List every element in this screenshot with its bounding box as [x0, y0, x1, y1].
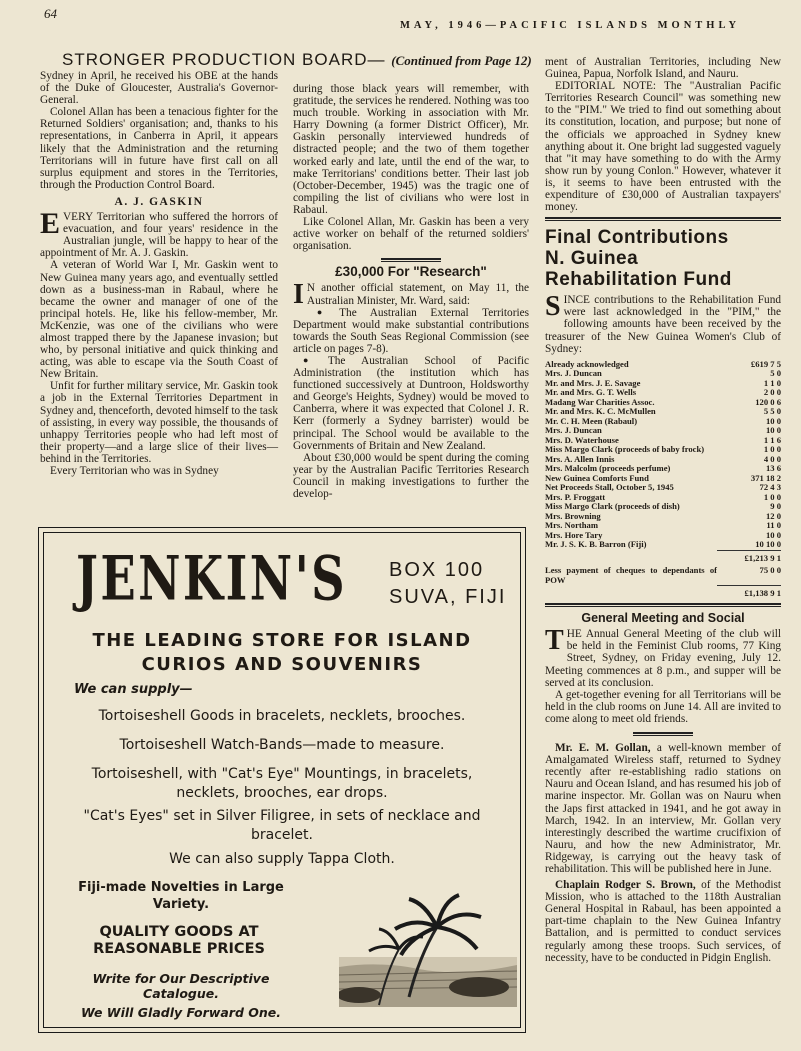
ad-address: [389, 557, 506, 611]
ad-headline: THE LEADING STORE FOR ISLAND CURIOS AND SOUVENIRS: [92, 630, 472, 675]
col2-bullet-paragraph: ● The Australian External Territories Department would make substantial contributions towards the South Seas Regional Commission (see article on pages 7-8).: [293, 307, 529, 355]
divider: [633, 732, 693, 736]
meeting-paragraph: A get-together evening for all Territorians will be held in the club rooms on June 14. All are invited to come along to meet old friends.: [545, 688, 781, 725]
contribution-amount: 10 0: [765, 529, 781, 540]
contribution-amount: 12 0: [765, 510, 781, 521]
ad-write: Write for Our Descriptive Catalogue.: [92, 971, 270, 1001]
fund-intro: SINCE contributions to the Rehabilitation Fund were last acknowledged in the "PIM," the following amounts have been received by the treasurer of the New Guinea Women's Club of Sydney:: [545, 291, 781, 355]
ad-line: "Cat's Eyes" set in Silver Filigree, in sets of necklace and bracelet.: [83, 808, 481, 843]
drop-cap: E: [40, 207, 61, 241]
col1-paragraph: A veteran of World War I, Mr. Gaskin went to New Guinea many years ago, and eventually settled down as a business-man in Rabaul, where he became the owner and manager of one of the principal hotels. He, like his fellow-member, Mr. McKenzie, was one of the civilians who were almost trapped there by the Japanese invasion; but who, by personal initiative and quick thinking and acting, was able to escape via the South Coast of New Britain.: [40, 259, 278, 381]
col2-paragraph: during those black years will remember, with gratitude, the services he rendered. Nothing was too much trouble. Working in association with Mr. Harry Downing (a former District Officer), Mr. Gaskin personally interviewed hundreds of distracted people; and the two of them together worked early and late, until the end of the war, to make Territorians' conditions better. Their last job (October-December, 1945) was the tragic one of compiling the list of civilians who were lost in Rabaul.: [293, 83, 529, 216]
contributor-name: Net Proceeds Stall, October 5, 1945: [545, 482, 674, 493]
article-title-main: STRONGER PRODUCTION BOARD—: [62, 50, 386, 69]
ad-line: We can also supply Tappa Cloth.: [169, 851, 395, 867]
contribution-amount: 120 0 6: [755, 396, 781, 407]
contributor-name: Already acknowledged: [545, 358, 629, 369]
contributor-name: Miss Margo Clark (proceeds of dish): [545, 501, 680, 512]
contributor-name: Madang War Charities Assoc.: [545, 396, 655, 407]
contribution-amount: 10 0: [765, 425, 781, 436]
contributor-name: Mr. and Mrs. J. E. Savage: [545, 377, 641, 388]
contributor-name: Mr. and Mrs. K. C. McMullen: [545, 406, 656, 417]
col3-paragraph: ment of Australian Territories, including New Guinea, Papua, Norfolk Island, and Nauru.: [545, 56, 781, 81]
gollan-paragraph: Mr. E. M. Gollan, a well-known member of Amalgamated Wireless staff, returned to Sydney recently after re-establishing radio stations on Nauru and Ocean Island, and has resumed his job of marine inspector. Mr. Gollan was on Nauru when the Japs first attacked in 1941, and he got away in March, 1942. In an interview, Mr. Gollan very interestingly described the wartime crucifixion of Nauru, and how the new Administrator, Mr. Ridgeway, is carrying out the heavy task of rehabilitation. This will be published here in June.: [545, 742, 782, 875]
contributor-name: Mrs. Malcolm (proceeds perfume): [545, 463, 671, 474]
drop-cap: T: [545, 625, 564, 657]
divider: [381, 258, 441, 262]
research-heading: £30,000 For "Research": [335, 264, 487, 280]
column-1: [40, 70, 278, 477]
contribution-amount: 10 10 0: [755, 539, 781, 550]
contribution-amount: 1 0 0: [763, 444, 781, 455]
ad-quality: QUALITY GOODS AT REASONABLE PRICES: [93, 924, 265, 957]
contribution-amount: 11 0: [766, 520, 781, 531]
col2-paragraph: Like Colonel Allan, Mr. Gaskin has been a very active worker on behalf of the returned soldiers' organisation.: [293, 216, 529, 253]
palm-beach-illustration: [339, 887, 517, 1007]
ad-brand: JENKIN'S: [76, 543, 348, 615]
subheading-gaskin: A. J. GASKIN: [114, 195, 204, 208]
contributor-name: Mrs. P. Froggatt: [545, 491, 606, 502]
contribution-amount: 72 4 3: [759, 482, 781, 493]
ad-inner-border: [43, 532, 521, 1028]
contributor-name: Mr. C. H. Meen (Rabaul): [545, 415, 638, 426]
less-label: Less payment of cheques to dependants of POW: [545, 565, 717, 585]
continued-note: (Continued from Page 12): [391, 53, 532, 68]
contribution-amount: 2 0 0: [763, 387, 781, 398]
divider: [545, 217, 781, 221]
contribution-amount: 9 0: [770, 501, 781, 512]
contributions-table: [545, 360, 781, 599]
ad-forward: We Will Gladly Forward One.: [80, 1005, 282, 1020]
fund-title: Final Contributions N. Guinea Rehabilitation Fund: [545, 227, 732, 291]
contributor-name: Miss Margo Clark (proceeds of baby frock): [545, 444, 705, 455]
contributor-name: New Guinea Comforts Fund: [545, 472, 649, 483]
col1-paragraph: Colonel Allan has been a tenacious fighter for the Returned Soldiers' organisation; and, thanks to his representations, in Canberra in April, it appears likely that the Administration and the returning Territorians will in future have first call on all surplus equipment and stores in the Territories, through the Production Control Board.: [40, 106, 278, 191]
ad-box: BOX 100: [389, 559, 485, 581]
editorial-note: EDITORIAL NOTE: The "Australian Pacific Territories Research Council" was something new to the "PIM." We tried to find out something about its constitution, location, and purpose; but none of the officials we approached in Sydney knew anything about it. One bright lad suggested vaguely that "it may have something to do with the Army show run by young Conlon." However, whatever it is, it seems to have been entrusted with the expenditure of £30,000 of Australian taxpayers' money.: [545, 80, 781, 214]
brown-paragraph: Chaplain Rodger S. Brown, of the Methodist Mission, who is attached to the 118th Australian General Hospital in Rabaul, has been appointed a part-time chaplain to the New Guinea Infantry Battalion, and is permitted to conduct services regularly among these troops. Such services, of necessity, have to be conducted in Pidgin English.: [545, 879, 781, 964]
contributor-name: Mrs. Hore Tary: [545, 529, 603, 540]
contribution-amount: 13 6: [765, 463, 781, 474]
contributor-name: Mrs. A. Allen Innis: [545, 453, 615, 464]
contribution-amount: 4 0 0: [763, 453, 781, 464]
page-number: 64: [44, 6, 57, 21]
jenkins-advertisement: [38, 527, 526, 1033]
ad-fiji-novelties: Fiji-made Novelties in Large Variety.: [78, 880, 284, 912]
col2-paragraph: About £30,000 would be spent during the coming year by the Australian Pacific Territories Research Council in making investigations to further the develop-: [293, 451, 529, 500]
col1-paragraph: Every Territorian who was in Sydney: [50, 465, 219, 477]
col1-paragraph: EVERY Territorian who suffered the horrors of evacuation, and four years' residence in the Australian jungle, will be happy to hear of the appointment of Mr. A. J. Gaskin.: [40, 207, 278, 260]
col1-paragraph: Unfit for further military service, Mr. Gaskin took a job in the External Territories Department in Sydney and, thenceforth, devoted himself to the task of assisting, in every way possible, the thousands of unhappy Territories people who had left most of their property—and a large slice of their lives—behind in the Territories.: [40, 380, 278, 465]
col2-paragraph: I N another official statement, on May 11, the Australian Minister, Mr. Ward, said:: [293, 279, 529, 311]
less-amount: 75 0 0: [759, 565, 781, 576]
column-2: [293, 83, 529, 500]
contribution-amount: 1 1 0: [763, 377, 781, 388]
ad-supply: We can supply—: [74, 682, 193, 697]
contributor-name: Mr. and Mrs. G. T. Wells: [545, 387, 637, 398]
contributor-name: Mrs. J. Duncan: [545, 368, 602, 379]
contribution-amount: 1 1 6: [763, 434, 781, 445]
grand-total: £1,138 9 1: [717, 585, 781, 598]
ad-city: SUVA, FIJI: [389, 586, 507, 608]
divider: [545, 603, 781, 607]
contributor-name: Mrs. J. Duncan: [545, 425, 602, 436]
contribution-amount: 5 5 0: [763, 406, 781, 417]
drop-cap: I: [293, 279, 304, 311]
contribution-amount: £619 7 5: [750, 358, 781, 369]
contributor-name: Mrs. D. Waterhouse: [545, 434, 619, 445]
contribution-amount: 5 0: [770, 368, 781, 379]
drop-cap: S: [545, 291, 561, 323]
running-header: MAY, 1946—PACIFIC ISLANDS MONTHLY: [400, 20, 741, 31]
contribution-amount: 371 18 2: [750, 472, 781, 483]
subtotal: £1,213 9 1: [717, 550, 781, 563]
contributor-name: Mrs. Northam: [545, 520, 598, 531]
ad-line: Tortoiseshell, with "Cat's Eye" Mountings, in bracelets, necklets, brooches, ear drops.: [91, 766, 473, 801]
contributor-name: Mrs. Browning: [545, 510, 601, 521]
contribution-amount: 10 0: [765, 415, 781, 426]
ad-line: Tortoiseshell Goods in bracelets, necklets, brooches.: [98, 708, 466, 724]
ad-line: Tortoiseshell Watch-Bands—made to measure.: [119, 737, 445, 753]
column-3: [545, 56, 781, 964]
col2-bullet-paragraph: ● The Australian School of Pacific Administration (the institution which has functioned successively at Duntroon, Holdsworthy and George's Heights, Sydney) would be moved to Canberra, where it was expected that Colonel J. R. Kerr (formerly a Sydney barrister) would be principal. The School would be available to the Governments of Britain and New Zealand.: [293, 355, 529, 452]
col1-paragraph: Sydney in April, he received his OBE at the hands of the Duke of Gloucester, Australia's Governor-General.: [40, 70, 278, 107]
contribution-row: [545, 540, 781, 550]
meeting-paragraph: THE Annual General Meeting of the club will be held in the Feminist Club rooms, 77 King Street, Sydney, on Friday evening, July 12. Meeting commences at 8 p.m., and supper will be served at its conclusion.: [545, 625, 781, 689]
article-title: [62, 50, 532, 70]
contributor-name: Mr. J. S. K. B. Barron (Fiji): [545, 539, 647, 550]
contribution-amount: 1 0 0: [763, 491, 781, 502]
meeting-heading: General Meeting and Social: [581, 611, 745, 626]
